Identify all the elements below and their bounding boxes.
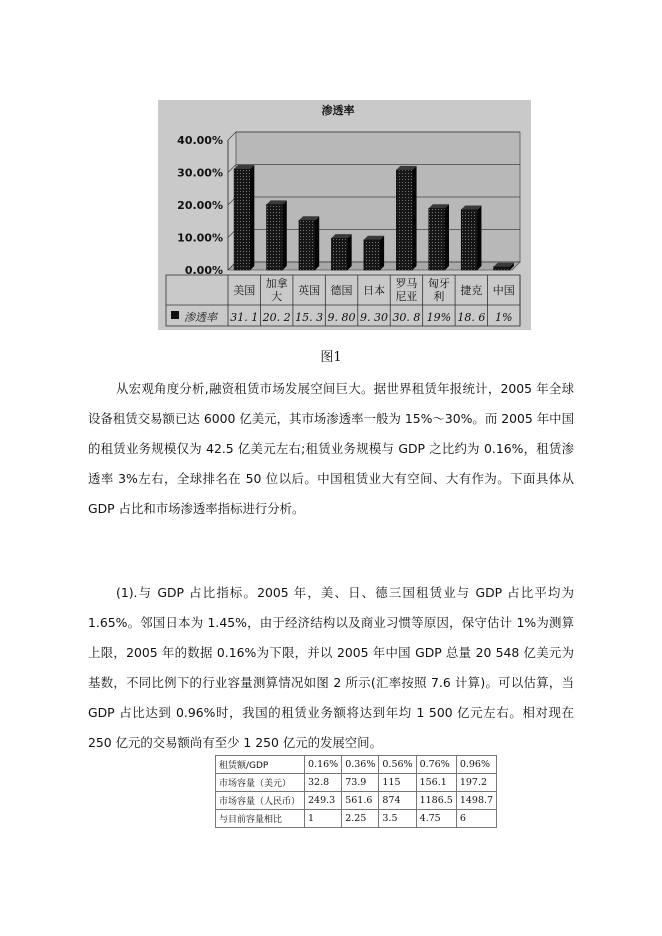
table-cell: 0.76% [416, 756, 456, 774]
table-row-header: 与目前容量相比 [216, 810, 305, 828]
category-label: 捷克 [460, 284, 483, 297]
table-cell: 4.75 [416, 810, 456, 828]
category-label: 美国 [233, 284, 256, 297]
bar [331, 238, 347, 270]
category-label: 德国 [330, 284, 353, 297]
bar-side [315, 216, 319, 270]
table-cell: 73.9 [342, 774, 379, 792]
chart-svg [158, 100, 531, 330]
table-row-header: 市场容量（美元） [216, 774, 305, 792]
table-cell: 115 [379, 774, 416, 792]
bar [267, 204, 283, 270]
bar-side [477, 206, 481, 270]
table-cell: 561.6 [342, 792, 379, 810]
data-label: 19% [426, 311, 452, 324]
table-cell: 156.1 [416, 774, 456, 792]
table-cell: 1186.5 [416, 792, 456, 810]
y-tick-label: 10.00% [177, 231, 223, 245]
y-tick-label: 30.00% [177, 166, 223, 180]
bar-side [445, 204, 449, 270]
table-cell: 874 [379, 792, 416, 810]
table-cell: 0.16% [305, 756, 342, 774]
data-label: 9. 30 [360, 311, 388, 324]
bar [494, 267, 510, 270]
table-row-header: 市场容量（人民币） [216, 792, 305, 810]
category-label: 中国 [492, 284, 515, 297]
category-label: 加拿 [265, 277, 288, 290]
table-cell: 2.25 [342, 810, 379, 828]
y-tick-label: 0.00% [184, 264, 223, 277]
bar-side [413, 166, 417, 270]
table-row [216, 756, 497, 774]
bar [364, 240, 380, 270]
bar [429, 208, 445, 270]
table-cell: 1 [305, 810, 342, 828]
penetration-rate-chart [158, 100, 531, 330]
data-label: 18. 6 [457, 311, 486, 324]
bar-side [380, 236, 384, 270]
bar-side [250, 165, 254, 270]
legend-swatch [171, 311, 179, 319]
category-label: 大 [271, 290, 283, 303]
category-label: 罗马 [395, 277, 418, 290]
table-cell: 6 [456, 810, 496, 828]
bar [299, 220, 315, 270]
figure-caption: 图1 [320, 350, 342, 365]
table-cell: 197.2 [456, 774, 496, 792]
table-row [216, 774, 497, 792]
bar [461, 210, 477, 270]
category-label: 利 [433, 290, 445, 303]
data-label: 31. 1 [230, 311, 259, 324]
bar [396, 170, 412, 270]
category-label: 尼亚 [395, 290, 418, 303]
bar-side [283, 200, 287, 270]
table-row [216, 810, 497, 828]
data-label: 30. 8 [392, 311, 421, 324]
category-label: 日本 [363, 284, 385, 297]
data-label: 20. 2 [262, 311, 291, 324]
y-tick-label: 40.00% [177, 134, 223, 147]
table-cell: 249.3 [305, 792, 342, 810]
table-cell: 0.36% [342, 756, 379, 774]
table-cell: 0.96% [456, 756, 496, 774]
data-label: 9. 80 [327, 311, 356, 324]
paragraph-gdp-ratio: (1).与 GDP 占比指标。2005 年，美、日、德三国租赁业与 GDP 占比平均为 1.65%。邻国日本为 1.45%，由于经济结构以及商业习惯等原因，保守估计 1%为测算上限，2005 年的数据 0.16%为下限，并以 2005 年中国 GDP 总量 20 548 亿美元为基数，不同比例下的行业容量测算情况如图 2 所示(汇率按照 7.6 计算)。可以估算，当 GDP 占比达到 0.96%时，我国的租赁业务额将达到年均 1 500 亿元左右。相对现在 250 亿元的交易额尚有至少 1 250 亿元的发展空间。 [88, 585, 574, 750]
chart-title: 渗透率 [321, 104, 355, 117]
table-row-header: 租赁额/GDP [216, 756, 305, 774]
paragraph-macro-analysis: 从宏观角度分析,融资租赁市场发展空间巨大。据世界租赁年报统计，2005 年全球设备租赁交易额已达 6000 亿美元，其市场渗透率一般为 15%～30%。而 2005 年中国的租赁业务规模仅为 42.5 亿美元左右;租赁业务规模与 GDP 之比约为 0.16%，租赁渗透率 3%左右，全球排名在 50 位以后。中国租赁业大有空间、大有作为。下面具体从 GDP 占比和市场渗透率指标进行分析。 [88, 381, 574, 516]
table-cell: 0.56% [379, 756, 416, 774]
table-cell: 32.8 [305, 774, 342, 792]
table-row [216, 792, 497, 810]
y-tick-label: 20.00% [177, 199, 223, 212]
data-label: 1% [495, 311, 513, 324]
market-capacity-table [215, 755, 497, 828]
bar-side [348, 234, 352, 270]
category-label: 匈牙 [427, 277, 450, 290]
category-label: 英国 [298, 284, 321, 297]
data-label: 15. 3 [295, 311, 324, 324]
table-cell: 3.5 [379, 810, 416, 828]
legend-label: 渗透率 [184, 311, 217, 324]
gridline-diag [228, 132, 236, 140]
table-cell: 1498.7 [456, 792, 496, 810]
bar [234, 169, 250, 270]
